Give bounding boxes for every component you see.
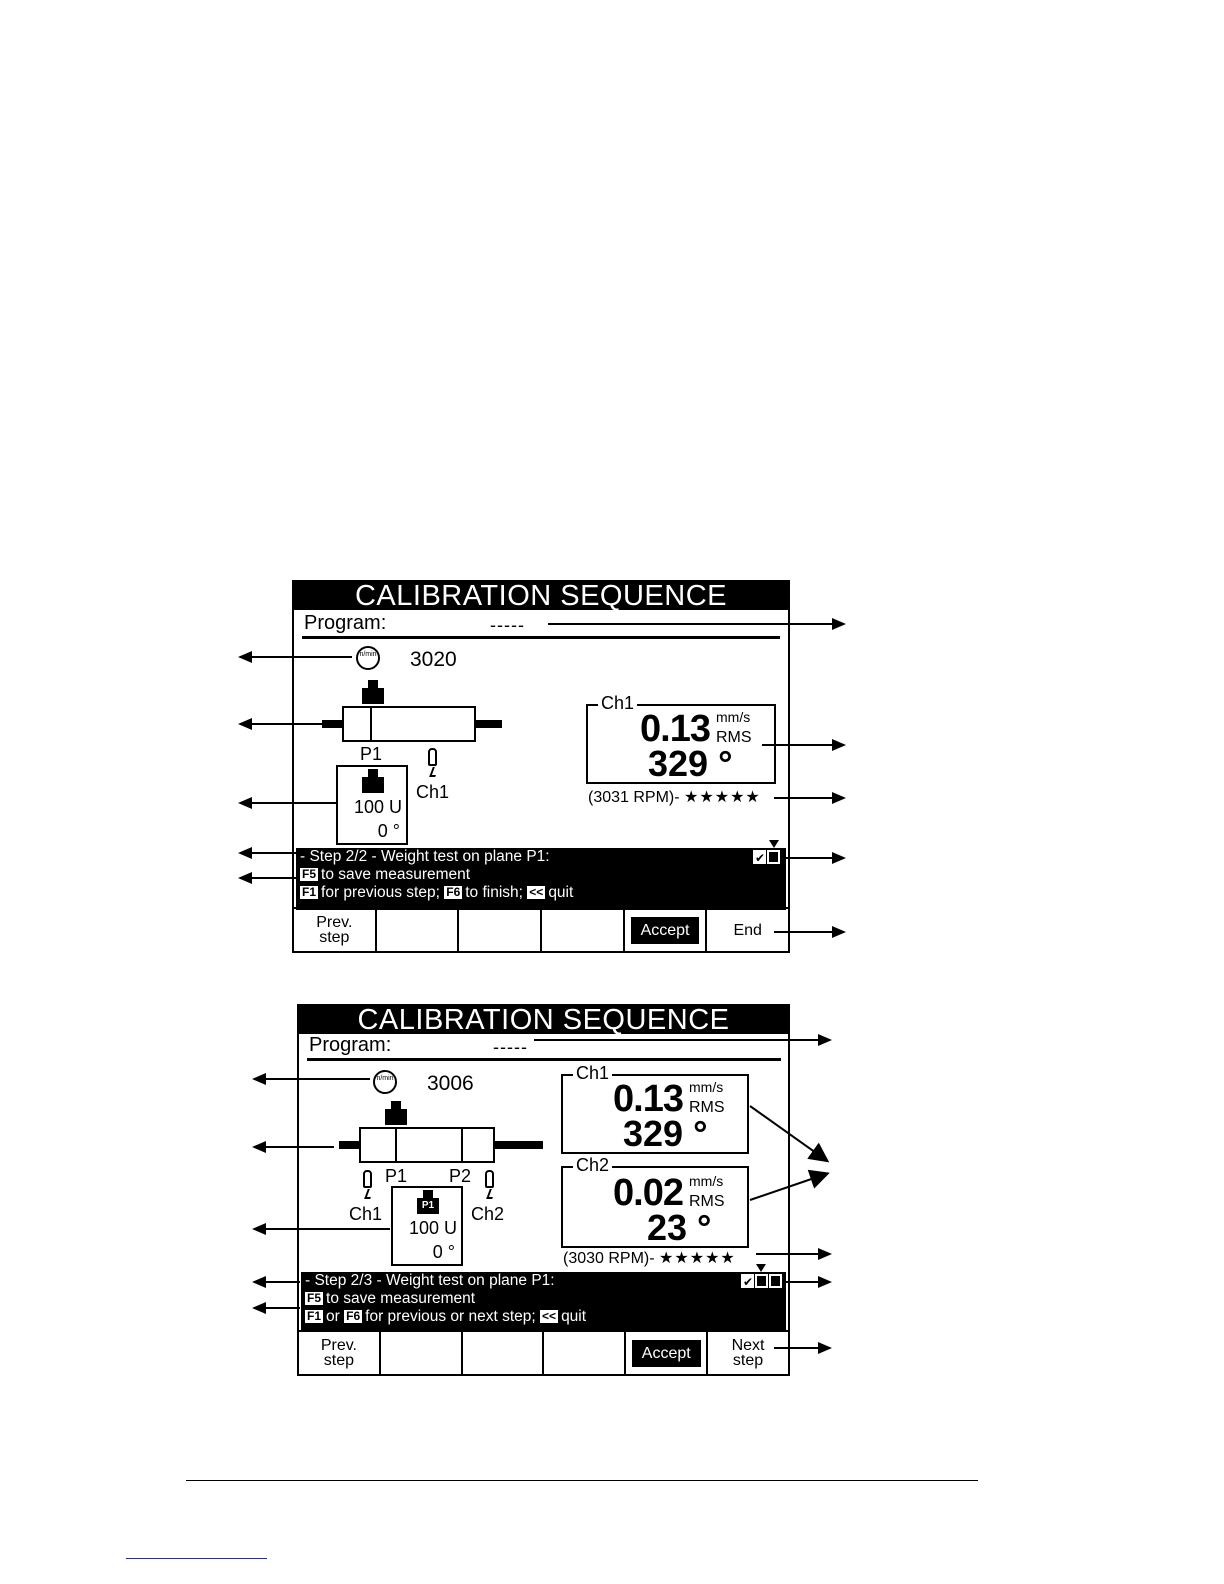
plane-label-p1: P1 <box>385 1166 408 1186</box>
softkey-prev-step[interactable]: Prev. step <box>294 909 377 951</box>
channel-label: Ch1 <box>598 693 637 713</box>
phase-angle: 329 ° <box>648 743 733 784</box>
amplitude-value: 0.13 <box>640 708 710 750</box>
footer-link-underline <box>126 1558 267 1559</box>
footer-rule <box>186 1480 978 1481</box>
weight-amount: 100 U <box>353 797 402 817</box>
channel-label: Ch2 <box>573 1155 612 1175</box>
rpm-value: 3020 <box>410 648 457 671</box>
callout-arrow-ch2 <box>750 1174 826 1200</box>
rpm-icon: n/min <box>356 646 380 670</box>
speed-reading: (3030 RPM)- <box>563 1250 660 1267</box>
unit-rms: RMS <box>689 1099 725 1116</box>
unit-rms: RMS <box>716 729 752 746</box>
key-quit: << <box>529 885 544 899</box>
instruction-text: to save measurement <box>326 1290 476 1307</box>
key-quit: << <box>542 1309 557 1323</box>
screen-title: CALIBRATION SEQUENCE <box>299 1006 788 1034</box>
key-f1: F1 <box>302 885 317 899</box>
channel-label: Ch1 <box>573 1063 612 1083</box>
phase-angle: 23 ° <box>647 1207 712 1248</box>
key-f6: F6 <box>346 1309 361 1323</box>
unit-mm-s: mm/s <box>716 709 751 725</box>
amplitude-value: 0.13 <box>613 1078 683 1120</box>
unit-mm-s: mm/s <box>689 1173 724 1189</box>
sensor-label: Ch1 <box>416 782 450 802</box>
amplitude-value: 0.02 <box>613 1172 683 1214</box>
instruction-text: for previous step; <box>321 884 440 901</box>
softkey-next-step[interactable]: Next step <box>731 1337 765 1369</box>
step-line: - Step 2/2 - Weight test on plane P1: <box>300 848 550 865</box>
step-check-icon: ✔ <box>755 851 766 865</box>
step-line: - Step 2/3 - Weight test on plane P1: <box>305 1272 555 1289</box>
weight-icon: P1 <box>417 1198 439 1214</box>
softkey-accept[interactable]: Accept <box>626 1332 708 1374</box>
weight-angle: 0 ° <box>432 1242 455 1262</box>
instruction-text: quit <box>561 1308 587 1325</box>
unit-mm-s: mm/s <box>689 1079 724 1095</box>
key-f1: F1 <box>307 1309 322 1323</box>
weight-angle: 0 ° <box>377 821 400 841</box>
instruction-text: to save measurement <box>321 866 471 883</box>
instruction-text: or <box>326 1308 340 1325</box>
unit-rms: RMS <box>689 1193 725 1210</box>
program-value: ----- <box>493 1037 528 1057</box>
program-label: Program: <box>304 612 387 634</box>
stability-stars: ★★★★★ <box>684 789 761 806</box>
stability-stars: ★★★★★ <box>659 1250 736 1267</box>
rpm-icon: n/min <box>373 1070 397 1094</box>
softkey-end[interactable]: End <box>733 921 762 939</box>
plane-label-p2: P2 <box>449 1166 472 1186</box>
screen-title: CALIBRATION SEQUENCE <box>294 582 788 610</box>
sensor-label-ch1: Ch1 <box>349 1204 383 1224</box>
rpm-value: 3006 <box>427 1072 474 1095</box>
callout-arrow-ch1 <box>750 1106 826 1160</box>
key-f5: F5 <box>307 1291 322 1305</box>
phase-angle: 329 ° <box>623 1113 708 1154</box>
plane-label-p1: P1 <box>360 744 383 764</box>
program-value: ----- <box>490 615 525 635</box>
speed-reading: (3031 RPM)- <box>588 789 685 806</box>
instruction-text: for previous or next step; <box>365 1308 536 1325</box>
instruction-text: to finish; <box>465 884 523 901</box>
step-check-icon: ✔ <box>743 1275 754 1289</box>
instruction-text: quit <box>548 884 574 901</box>
program-label: Program: <box>309 1034 392 1056</box>
weight-amount: 100 U <box>408 1218 457 1238</box>
softkey-accept[interactable]: Accept <box>625 909 708 951</box>
sensor-label-ch2: Ch2 <box>471 1204 505 1224</box>
softkey-prev-step[interactable]: Prev. step <box>299 1332 381 1374</box>
key-f6: F6 <box>446 885 461 899</box>
key-f5: F5 <box>302 867 317 881</box>
